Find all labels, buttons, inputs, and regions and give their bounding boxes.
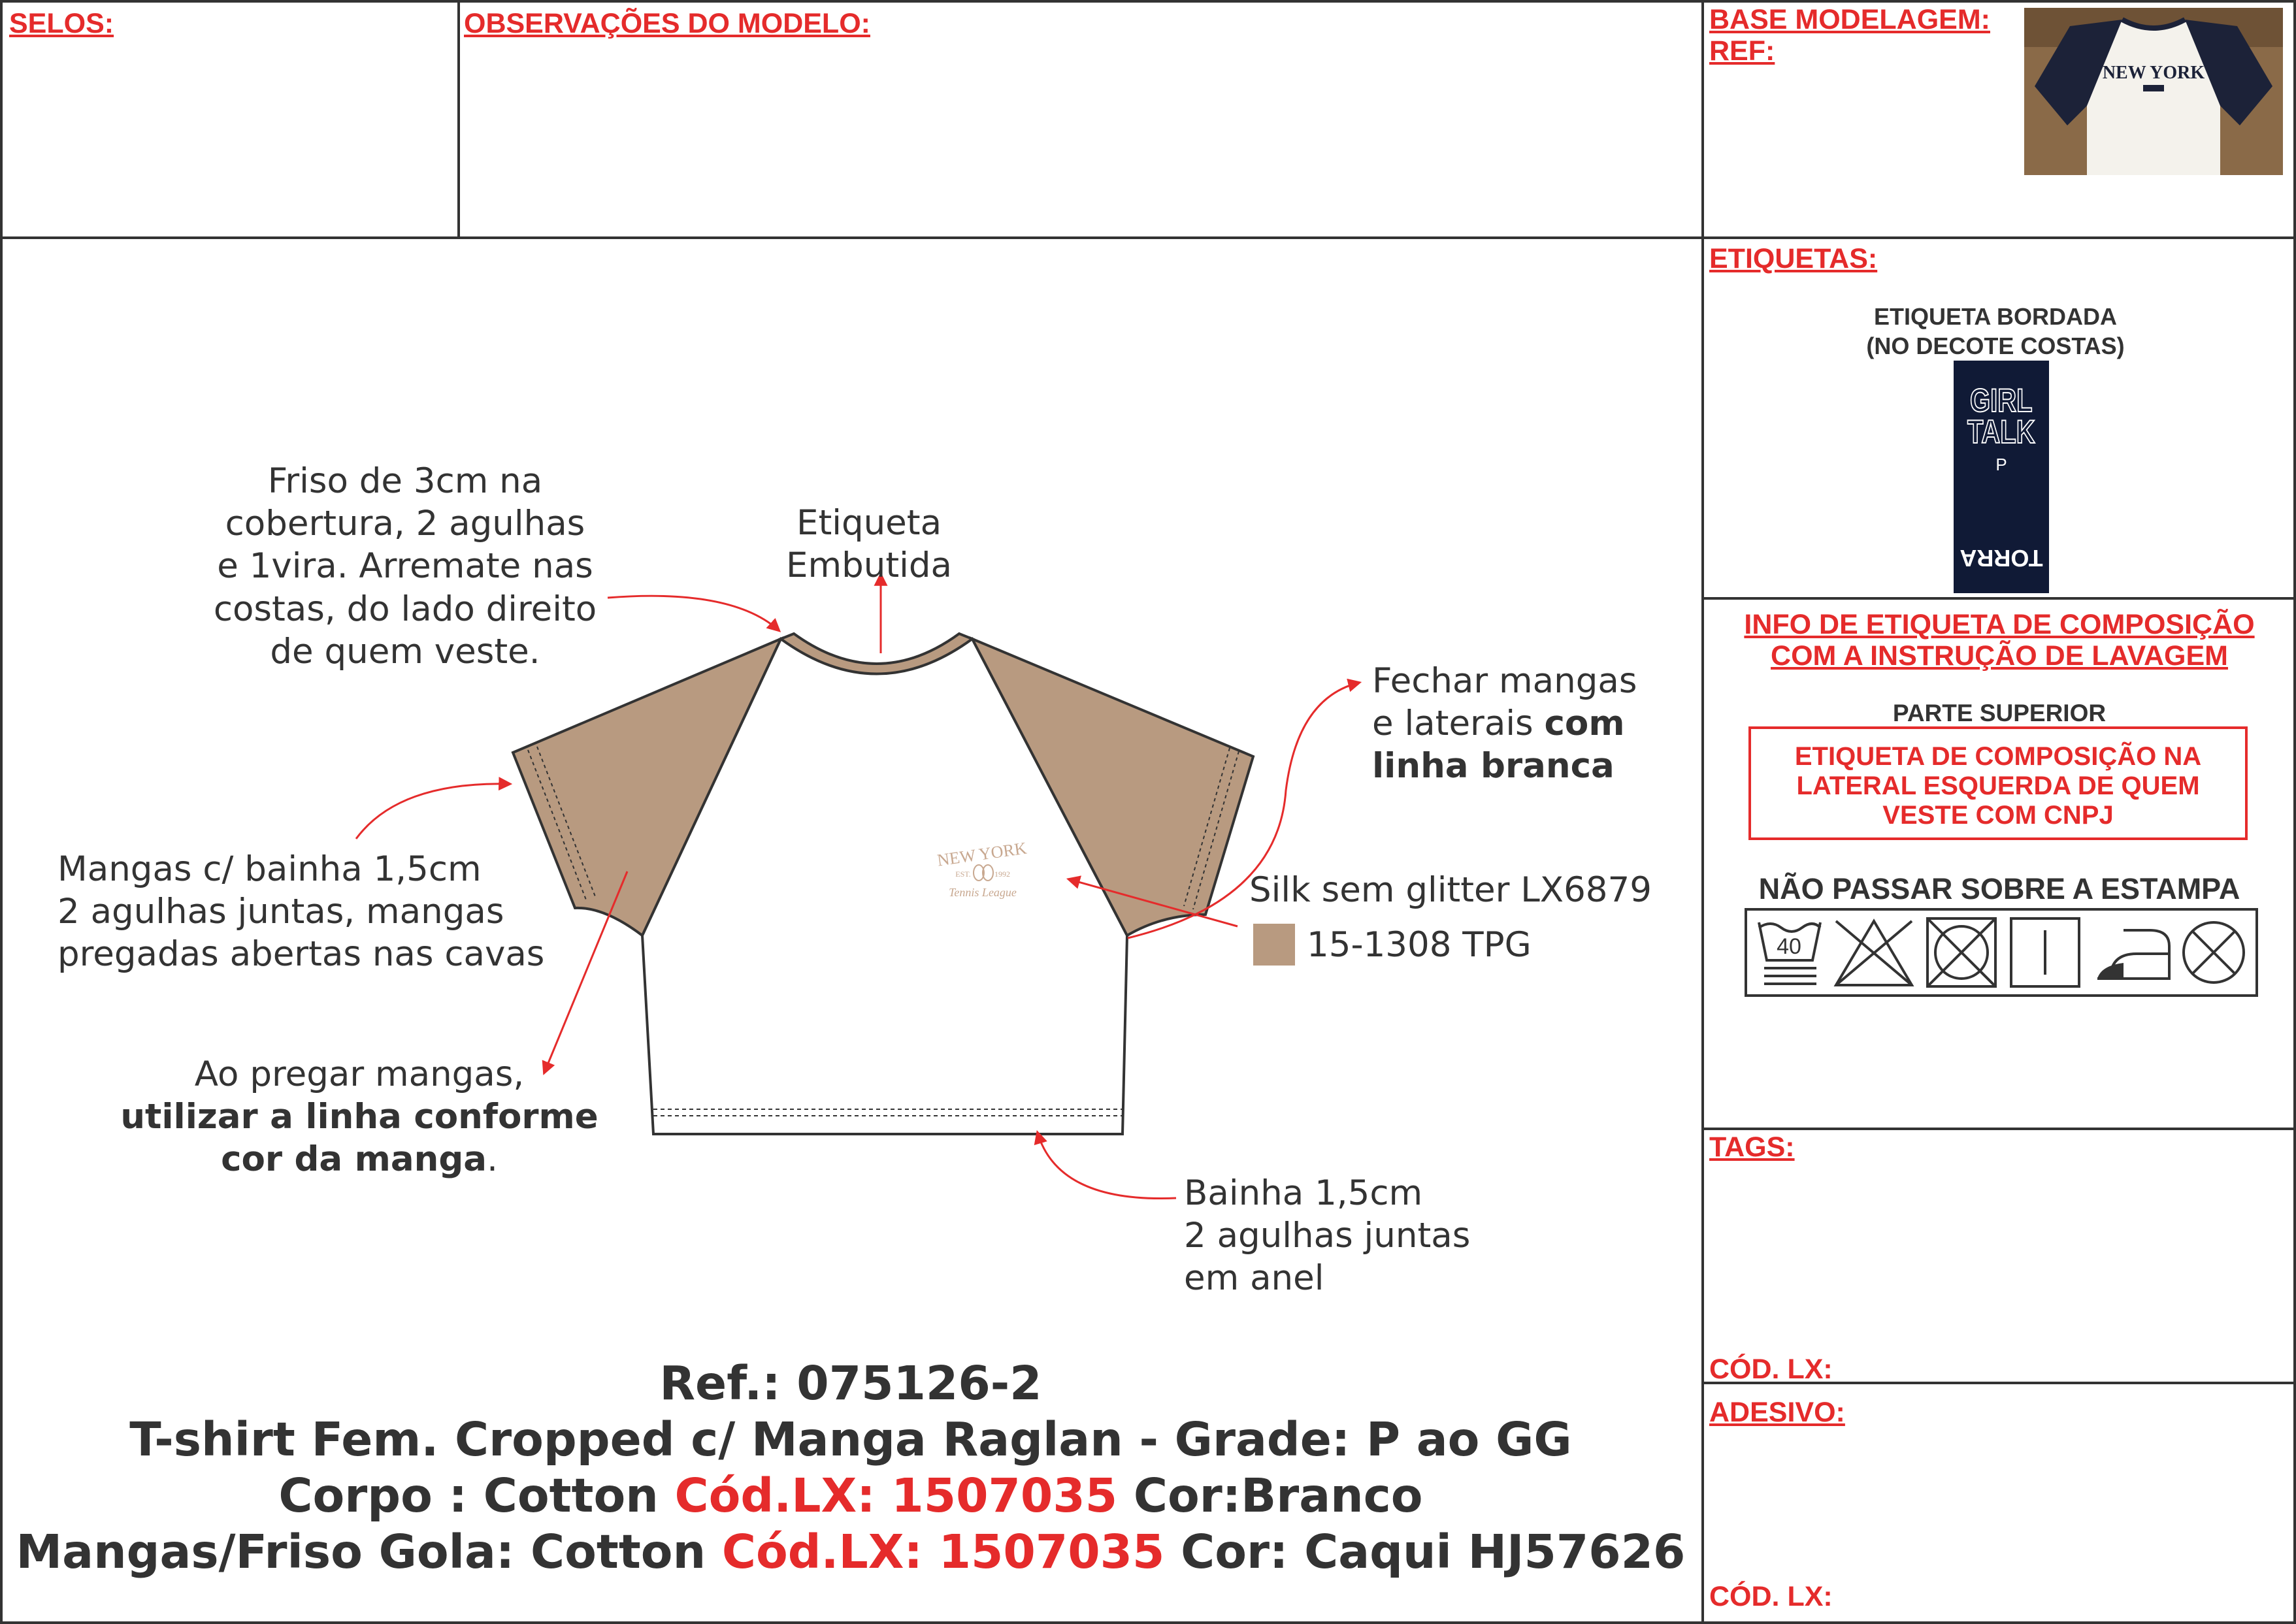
base-modelagem-header: BASE MODELAGEM: — [1709, 4, 1990, 35]
etiquetas-header: ETIQUETAS: — [1709, 243, 1878, 274]
chest-print-est: EST. — [955, 869, 971, 879]
note-fechar-line1: Fechar mangas — [1372, 661, 1637, 701]
title-corpo-cod: Cód.LX: 1507035 — [674, 1469, 1118, 1523]
note-mangas-line3: pregadas abertas nas cavas — [57, 934, 545, 975]
note-etiqueta — [771, 502, 967, 587]
arrow-bainha — [1038, 1133, 1176, 1199]
note-etiqueta-line2: Embutida — [786, 545, 952, 586]
tags-box — [1701, 1128, 2296, 1384]
reference-photo — [2024, 8, 2283, 175]
brand-label-maker: TORRA — [1960, 545, 2043, 572]
title-ref: Ref.: 075126-2 — [659, 1356, 1042, 1410]
note-etiqueta-line1: Etiqueta — [796, 503, 942, 543]
care-symbols — [1745, 908, 2258, 997]
composicao-box — [1701, 597, 2296, 1130]
tags-header: TAGS: — [1709, 1131, 1795, 1163]
reference-photo-print: NEW YORK — [2102, 63, 2205, 83]
note-bainha — [1184, 1172, 1470, 1300]
note-friso-line1: Friso de 3cm na — [267, 461, 543, 501]
note-friso-line3: e 1vira. Arremate nas — [217, 546, 593, 587]
color-swatch — [1253, 924, 1295, 966]
brand-label-line2: TALK — [1967, 413, 2035, 451]
note-pregar-line1: Ao pregar mangas, — [194, 1054, 525, 1094]
composicao-warning-box — [1748, 726, 2248, 840]
parte-superior-label: PARTE SUPERIOR — [1892, 700, 2107, 726]
note-bainha-line2: 2 agulhas juntas — [1184, 1216, 1471, 1256]
note-mangas — [57, 848, 544, 976]
composicao-header-line1: INFO DE ETIQUETA DE COMPOSIÇÃO — [1744, 609, 2255, 640]
adesivo-header: ADESIVO: — [1709, 1397, 1845, 1428]
nao-passar-label: NÃO PASSAR SOBRE A ESTAMPA — [1758, 872, 2240, 905]
note-pregar — [105, 1053, 614, 1181]
note-fechar-line2-bold: com — [1544, 704, 1625, 744]
composicao-warning-line1: ETIQUETA DE COMPOSIÇÃO NA — [1794, 742, 2202, 771]
title-mangas-b: Cor: Caqui HJ57626 — [1164, 1525, 1686, 1579]
title-corpo — [0, 1469, 1701, 1523]
title-mangas-a: Mangas/Friso Gola: Cotton — [16, 1525, 722, 1579]
ref-header: REF: — [1709, 35, 1775, 67]
cod-lx-adesivo-label: CÓD. LX: — [1709, 1581, 1833, 1612]
etiqueta-bordada-line2: (NO DECOTE COSTAS) — [1866, 333, 2125, 359]
wash-temp: 40 — [1777, 934, 1801, 959]
note-friso — [196, 460, 614, 673]
title-corpo-a: Corpo : Cotton — [278, 1469, 675, 1523]
title-mangas — [0, 1525, 1701, 1579]
title-mangas-cod: Cód.LX: 1507035 — [721, 1525, 1165, 1579]
observacoes-header: OBSERVAÇÕES DO MODELO: — [464, 8, 870, 39]
note-bainha-line3: em anel — [1184, 1258, 1324, 1299]
note-pregar-line3-end: . — [487, 1139, 498, 1180]
selos-header: SELOS: — [9, 8, 114, 39]
note-silk: Silk sem glitter LX6879 — [1249, 870, 1652, 910]
composicao-header — [1712, 609, 2287, 672]
note-friso-line5: de quem veste. — [270, 631, 540, 672]
note-friso-line2: cobertura, 2 agulhas — [225, 504, 585, 544]
brand-label-size: P — [1995, 455, 2007, 474]
title-desc: T-shirt Fem. Cropped c/ Manga Raglan - Grade: P ao GG — [129, 1412, 1572, 1467]
composicao-header-line2: COM A INSTRUÇÃO DE LAVAGEM — [1771, 640, 2228, 672]
note-mangas-line1: Mangas c/ bainha 1,5cm — [57, 849, 482, 889]
note-pregar-line3 — [105, 1138, 614, 1180]
note-friso-line4: costas, do lado direito — [213, 589, 597, 629]
etiqueta-bordada-caption — [1767, 302, 2224, 361]
note-fechar-line2-plain: e laterais — [1372, 704, 1545, 744]
cod-lx-tags-label: CÓD. LX: — [1709, 1354, 1833, 1385]
brand-label-line1: GIRL — [1970, 382, 2033, 419]
note-pregar-line2: utilizar a linha conforme — [120, 1097, 599, 1137]
chest-print-line2: Tennis League — [949, 886, 1017, 899]
chest-print-line1: NEW YORK — [936, 838, 1028, 870]
note-fechar-line3: linha branca — [1372, 746, 1615, 787]
composicao-warning-line3: VESTE COM CNPJ — [1882, 800, 2114, 830]
brand-label — [1954, 361, 2049, 593]
note-bainha-line1: Bainha 1,5cm — [1184, 1173, 1423, 1213]
etiqueta-bordada-line1: ETIQUETA BORDADA — [1874, 303, 2117, 330]
arrow-mangas — [356, 784, 510, 839]
chest-print-year: 1992 — [994, 869, 1010, 879]
arrow-friso — [608, 596, 779, 630]
note-fechar-line2 — [1372, 702, 1637, 745]
note-mangas-line2: 2 agulhas juntas, mangas — [57, 892, 504, 932]
title-corpo-b: Cor:Branco — [1117, 1469, 1423, 1523]
note-pregar-line3-bold: cor da manga — [221, 1139, 487, 1180]
note-color-code: 15-1308 TPG — [1307, 925, 1532, 965]
composicao-warning-line2: LATERAL ESQUERDA DE QUEM — [1796, 771, 2200, 800]
note-fechar — [1372, 660, 1637, 788]
